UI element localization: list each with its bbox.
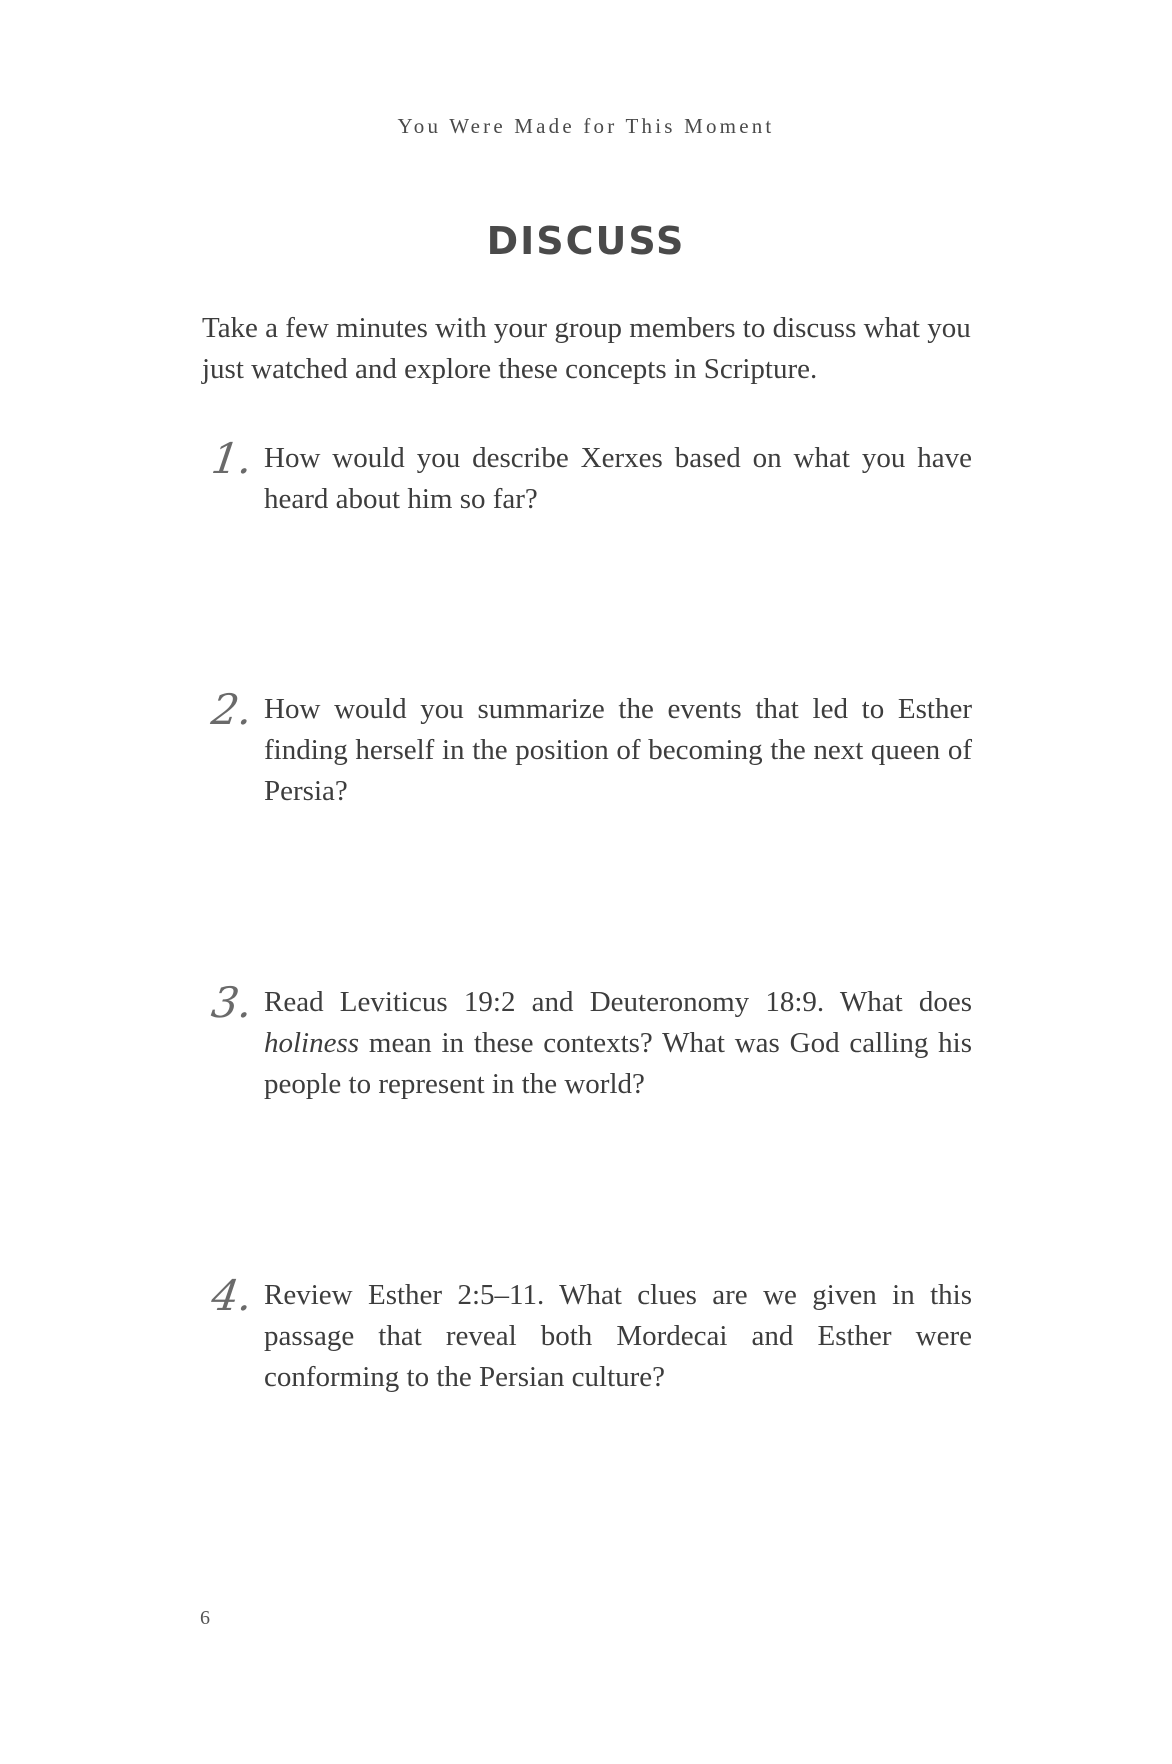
discussion-question-4 xyxy=(208,1271,972,1398)
question-text-part: mean in these contexts? What was God calling his people to represent in the world? xyxy=(264,1027,972,1100)
question-number: 4. xyxy=(208,1271,256,1320)
question-text: Review Esther 2:5–11. What clues are we given in this passage that reveal both Mordecai and Esther were conforming to the Persian culture? xyxy=(264,1279,972,1393)
question-number: 3. xyxy=(208,978,256,1027)
question-text: How would you describe Xerxes based on what you have heard about him so far? xyxy=(264,442,972,515)
question-number: 2. xyxy=(208,685,256,734)
question-text-part: Read Leviticus 19:2 and Deuteronomy 18:9. What does xyxy=(264,986,972,1018)
running-head: You Were Made for This Moment xyxy=(397,114,775,138)
page-number: 6 xyxy=(200,1607,210,1629)
question-number: 1. xyxy=(208,434,256,483)
emphasized-term: holiness xyxy=(264,1027,360,1059)
discussion-question-1 xyxy=(208,434,972,520)
question-text: How would you summarize the events that led to Esther finding herself in the position of becoming the next queen of Persia? xyxy=(264,693,972,807)
question-text xyxy=(264,982,972,1105)
discussion-question-3 xyxy=(208,978,972,1105)
discussion-question-2 xyxy=(208,685,972,812)
section-title: DISCUSS xyxy=(486,219,686,263)
intro-paragraph: Take a few minutes with your group members to discuss what you just watched and explore these concepts in Scripture. xyxy=(202,312,971,385)
